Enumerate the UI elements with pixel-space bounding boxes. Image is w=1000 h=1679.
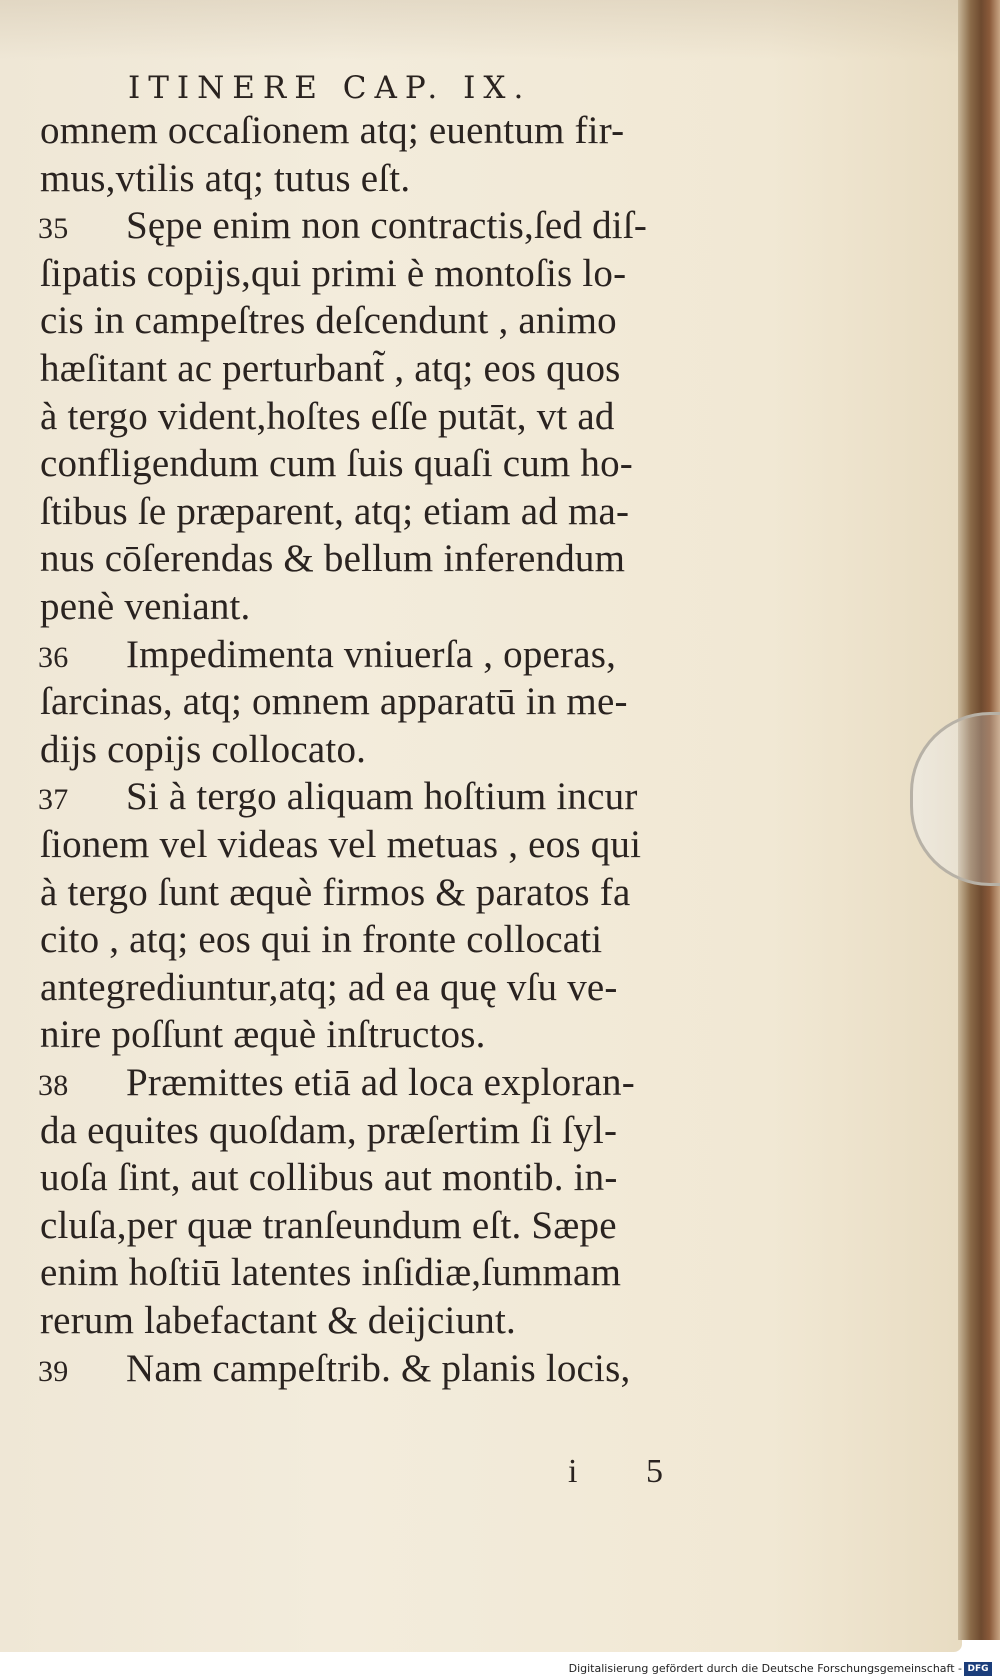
text-line (40, 251, 626, 296)
text-line (40, 1012, 486, 1057)
line-text: cis in campeſtres deſcendunt , animo (40, 299, 617, 343)
text-line (40, 870, 630, 915)
text-line (40, 679, 628, 724)
line-text: Nam campeſtrib. & planis locis, (126, 1346, 631, 1390)
text-line (38, 1060, 635, 1105)
text-line (40, 489, 629, 534)
text-line (38, 203, 647, 248)
line-text: da equites quoſdam, prӕſertim ſi ſyl- (40, 1108, 618, 1152)
line-text: Si à tergo aliquam hoſtium incur (126, 775, 638, 819)
text-line (40, 917, 602, 962)
text-line (40, 346, 621, 391)
text-line (38, 774, 638, 819)
text-line (40, 1203, 617, 1248)
line-text: cito , atq; eos qui in fronte collocati (40, 918, 603, 962)
text-line (40, 536, 625, 581)
line-text: ſionem vel videas vel metuas , eos qui (40, 823, 642, 866)
line-text: ſipatis copijs,qui primi è montoſis lo- (40, 251, 627, 295)
line-text: enim hoſtiū latentes inſidiæ,ſummam (40, 1251, 622, 1295)
line-text: omnem occaſionem atq; euentum fir- (40, 109, 625, 152)
paragraph-number: 35 (38, 212, 69, 246)
signature-mark: i 5 (568, 1453, 693, 1490)
text-line (40, 441, 633, 486)
line-text: confligendum cum ſuis quaſi cum ho- (40, 442, 633, 486)
line-text: mus,vtilis atq; tutus eſt. (40, 156, 411, 200)
text-line (40, 394, 615, 439)
text-line (40, 1155, 618, 1200)
line-text: uoſa ſint, aut collibus aut montib. in- (40, 1156, 618, 1200)
running-head: ITINERE CAP. IX. (128, 70, 532, 106)
text-line (40, 156, 410, 201)
footer-credit: Digitalisierung gefördert durch die Deutsche Forschungsgemeinschaft - (568, 1662, 962, 1675)
text-line (40, 298, 617, 343)
line-text: hæſitant ac perturbant̃ , atq; eos quos (40, 347, 621, 390)
line-text: Impedimenta vniuerſa , operas, (126, 632, 617, 676)
text-line (40, 822, 641, 867)
line-text: Sępe enim non contractis,ſed diſ- (126, 204, 648, 248)
text-line (40, 584, 251, 629)
text-line (40, 1298, 516, 1343)
paragraph-number: 39 (38, 1354, 69, 1388)
line-text: ſarcinas, atq; omnem apparatū in me- (40, 680, 628, 724)
line-text: cluſa,per quæ tranſeundum eſt. Sæpe (40, 1203, 617, 1247)
line-text: ſtibus ſe præparent, atq; etiam ad ma- (40, 489, 630, 533)
line-text: nire poſſunt æquè inſtructos. (40, 1013, 486, 1057)
dfg-logo: DFG (964, 1662, 992, 1676)
text-line (40, 727, 366, 772)
line-text: rerum labefactant & deijciunt. (40, 1299, 516, 1342)
line-text: à tergo vident,hoſtes eſſe putāt, vt ad (40, 394, 615, 438)
text-line (40, 1108, 617, 1153)
paragraph-number: 37 (38, 783, 69, 817)
text-line (38, 1346, 630, 1391)
line-text: penè veniant. (40, 585, 251, 628)
line-text: à tergo ſunt æquè firmos & paratos fa (40, 870, 631, 914)
line-text: Præmittes etiā ad loca exploran- (126, 1061, 635, 1104)
page-shadow (0, 0, 962, 60)
line-text: dijs copijs collocato. (40, 727, 367, 771)
paragraph-number: 38 (38, 1069, 69, 1102)
paragraph-number: 36 (38, 640, 69, 674)
text-line (40, 108, 624, 153)
text-line (38, 632, 616, 677)
text-line (40, 965, 618, 1010)
line-text: antegrediuntur,atq; ad ea quę vſu ve- (40, 965, 618, 1009)
text-line (40, 1250, 621, 1295)
line-text: nus cōſerendas & bellum inferendum (40, 537, 626, 581)
